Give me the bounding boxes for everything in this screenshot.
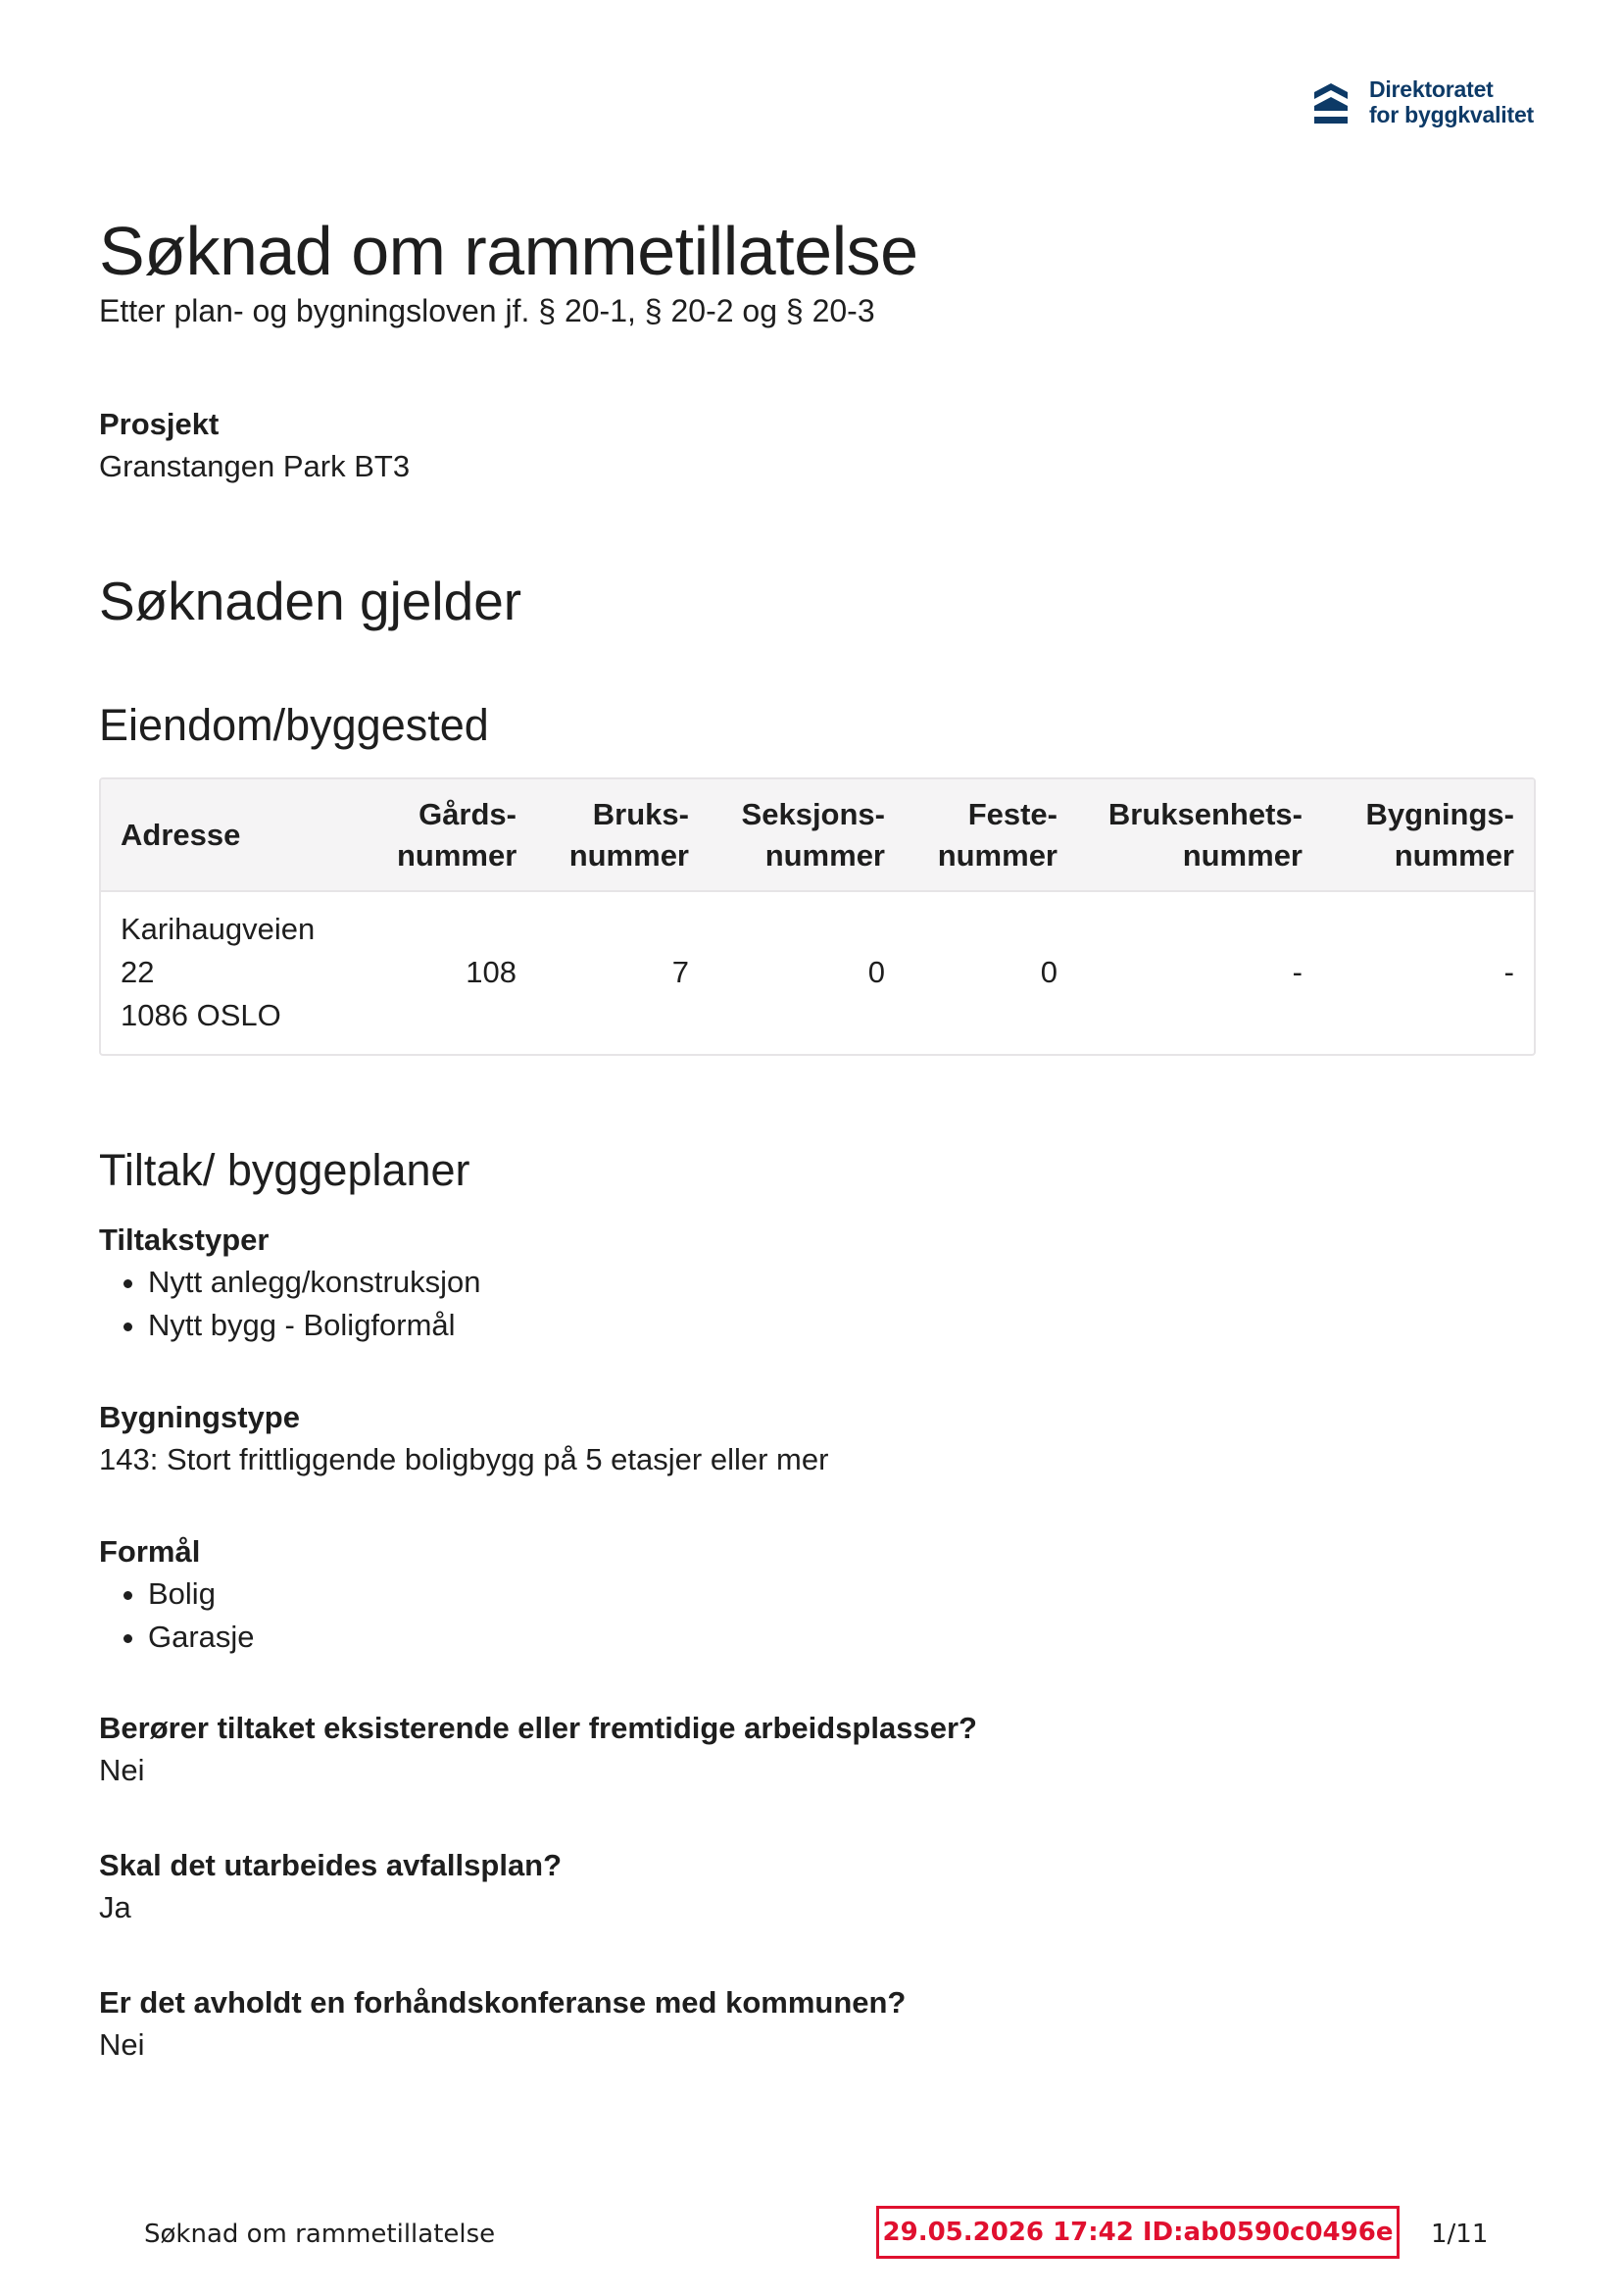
bygningstype-value: 143: Stort frittliggende boligbygg på 5 etasjer eller mer bbox=[99, 1442, 829, 1476]
question-field bbox=[99, 1708, 1534, 1792]
dibk-logo-icon bbox=[1312, 78, 1350, 125]
project-label: Prosjekt bbox=[99, 407, 220, 441]
tiltak-heading: Tiltak/ byggeplaner bbox=[99, 1145, 470, 1195]
bygningstype-field bbox=[99, 1397, 1534, 1481]
page-footer bbox=[99, 2206, 1534, 2263]
list-item: • Bolig bbox=[148, 1572, 1534, 1616]
question-label: Er det avholdt en forhåndskonferanse med kommunen? bbox=[99, 1985, 907, 2020]
tiltakstyper-field bbox=[99, 1220, 1534, 1347]
question-answer: Nei bbox=[99, 1753, 145, 1787]
seksjonsnummer-cell: 0 bbox=[867, 954, 885, 989]
bygningsnummer-cell: - bbox=[1503, 954, 1514, 989]
property-table bbox=[99, 777, 1536, 1056]
column-header: Seksjons- nummer bbox=[741, 796, 885, 873]
question-label: Skal det utarbeides avfallsplan? bbox=[99, 1848, 563, 1882]
table-header-row bbox=[101, 779, 1534, 891]
column-header: Bruks- nummer bbox=[568, 796, 689, 873]
gardsnummer-cell: 108 bbox=[466, 954, 516, 989]
document-subtitle: Etter plan- og bygningsloven jf. § 20-1, § 20-2 og § 20-3 bbox=[99, 293, 875, 328]
project-field bbox=[99, 404, 1534, 488]
column-header: Bruksenhets- nummer bbox=[1107, 796, 1303, 873]
question-field bbox=[99, 1845, 1534, 1929]
question-label: Berører tiltaket eksisterende eller fremtidige arbeidsplasser? bbox=[99, 1711, 977, 1745]
column-header: Feste- nummer bbox=[937, 796, 1057, 873]
table-row bbox=[101, 891, 1534, 1052]
timestamp-stamp: 29.05.2026 17:42 ID:ab0590c0496e bbox=[876, 2206, 1400, 2259]
list-item: • Garasje bbox=[148, 1616, 1534, 1659]
bygningstype-label: Bygningstype bbox=[99, 1400, 300, 1434]
formal-label: Formål bbox=[99, 1534, 201, 1569]
list-item: • Nytt bygg - Boligformål bbox=[148, 1304, 1534, 1347]
footer-title: Søknad om rammetillatelse bbox=[144, 2220, 496, 2249]
property-heading: Eiendom/byggested bbox=[99, 700, 489, 750]
address-cell: Karihaugveien 22 1086 OSLO bbox=[121, 911, 316, 1032]
tiltakstyper-list bbox=[99, 1261, 1534, 1347]
formal-field bbox=[99, 1531, 1534, 1659]
logo-line-1: Direktoratet bbox=[1368, 76, 1494, 102]
bruksnummer-cell: 7 bbox=[671, 954, 689, 989]
logo-line-2: for byggkvalitet bbox=[1368, 102, 1534, 127]
page-number: 1/11 bbox=[1431, 2220, 1489, 2249]
question-field bbox=[99, 1982, 1534, 2067]
question-answer: Ja bbox=[99, 1890, 131, 1924]
question-answer: Nei bbox=[99, 2027, 145, 2062]
document-page bbox=[99, 0, 1534, 2296]
bruksenhetsnummer-cell: - bbox=[1292, 954, 1303, 989]
tiltakstyper-label: Tiltakstyper bbox=[99, 1223, 270, 1257]
project-value: Granstangen Park BT3 bbox=[99, 449, 411, 483]
column-header: Gårds- nummer bbox=[397, 796, 517, 873]
formal-list bbox=[99, 1572, 1534, 1659]
logo-text bbox=[1369, 76, 1534, 127]
festenummer-cell: 0 bbox=[1040, 954, 1057, 989]
document-title: Søknad om rammetillatelse bbox=[99, 213, 918, 289]
column-header: Bygnings- nummer bbox=[1365, 796, 1514, 873]
section-heading: Søknaden gjelder bbox=[99, 571, 522, 631]
list-item: • Nytt anlegg/konstruksjon bbox=[148, 1261, 1534, 1304]
dibk-logo bbox=[1312, 76, 1534, 127]
column-header: Adresse bbox=[121, 817, 241, 852]
